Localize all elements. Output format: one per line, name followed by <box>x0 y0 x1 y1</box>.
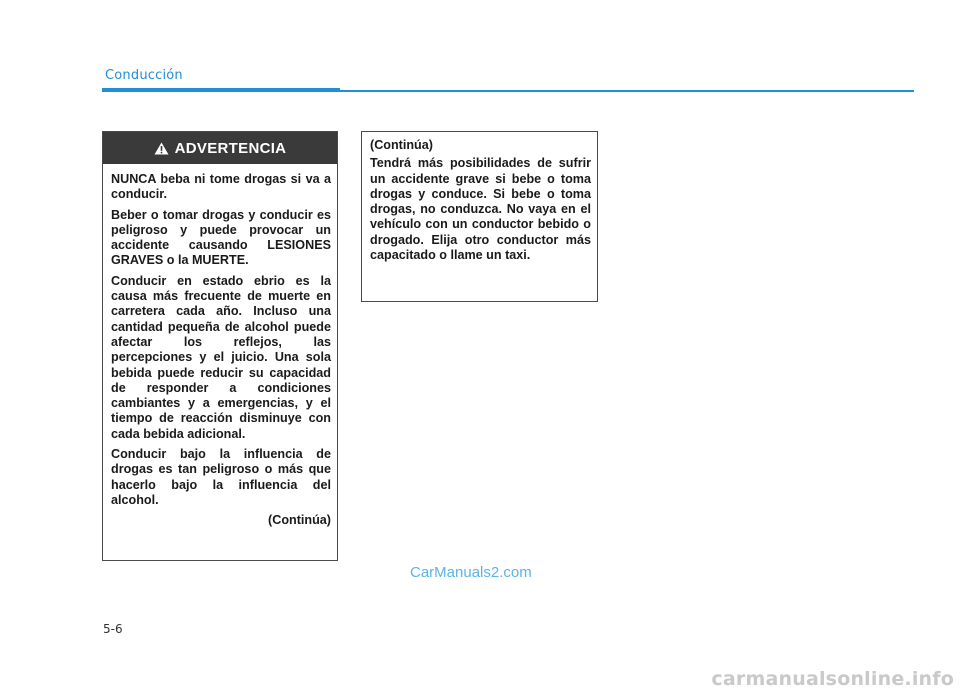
continuation-body <box>370 138 591 268</box>
warning-paragraph: Conducir en estado ebrio es la causa más frecuente de muerte en carretera cada año. Incluso una cantidad pequeña de alcohol puede afectar los reflejos, las percepciones y el juicio. Una sola bebida puede reducir su capacidad de responder a condiciones cambiantes y a emergencias, y el tiempo de reacción disminuye con cada bebida adicional. <box>111 273 331 441</box>
warning-paragraph: NUNCA beba ni tome drogas si va a conducir. <box>111 172 331 202</box>
section-title: Conducción <box>105 68 183 83</box>
page-number: 5-6 <box>103 622 123 636</box>
footer-site-watermark: carmanualsonline.info <box>711 668 954 690</box>
warning-paragraph: Beber o tomar drogas y conducir es peligroso y puede provocar un accidente causando LESIONES GRAVES o la MUERTE. <box>111 207 331 268</box>
continues-note: (Continúa) <box>268 513 331 528</box>
warning-title: ADVERTENCIA <box>174 139 287 157</box>
warning-box <box>102 131 338 561</box>
continuation-box <box>361 131 598 302</box>
warning-paragraph: Conducir bajo la influencia de drogas es tan peligroso o más que hacerlo bajo la influencia del alcohol. <box>111 447 331 507</box>
warning-body <box>111 172 331 529</box>
watermark-link[interactable]: CarManuals2.com <box>410 564 532 581</box>
header-rule-thin <box>340 90 914 92</box>
header-rule-thick <box>102 88 340 92</box>
warning-header <box>103 132 337 164</box>
continuation-paragraph: Tendrá más posibilidades de sufrir un accidente grave si bebe o toma drogas y conduce. Si bebe o toma drogas, no conduzca. No vaya en el vehículo con un conductor bebido o drogado. Elija otro conductor más capacitado o llame un taxi. <box>370 156 591 263</box>
warning-triangle-icon <box>154 142 169 155</box>
continuation-label: (Continúa) <box>370 138 433 152</box>
